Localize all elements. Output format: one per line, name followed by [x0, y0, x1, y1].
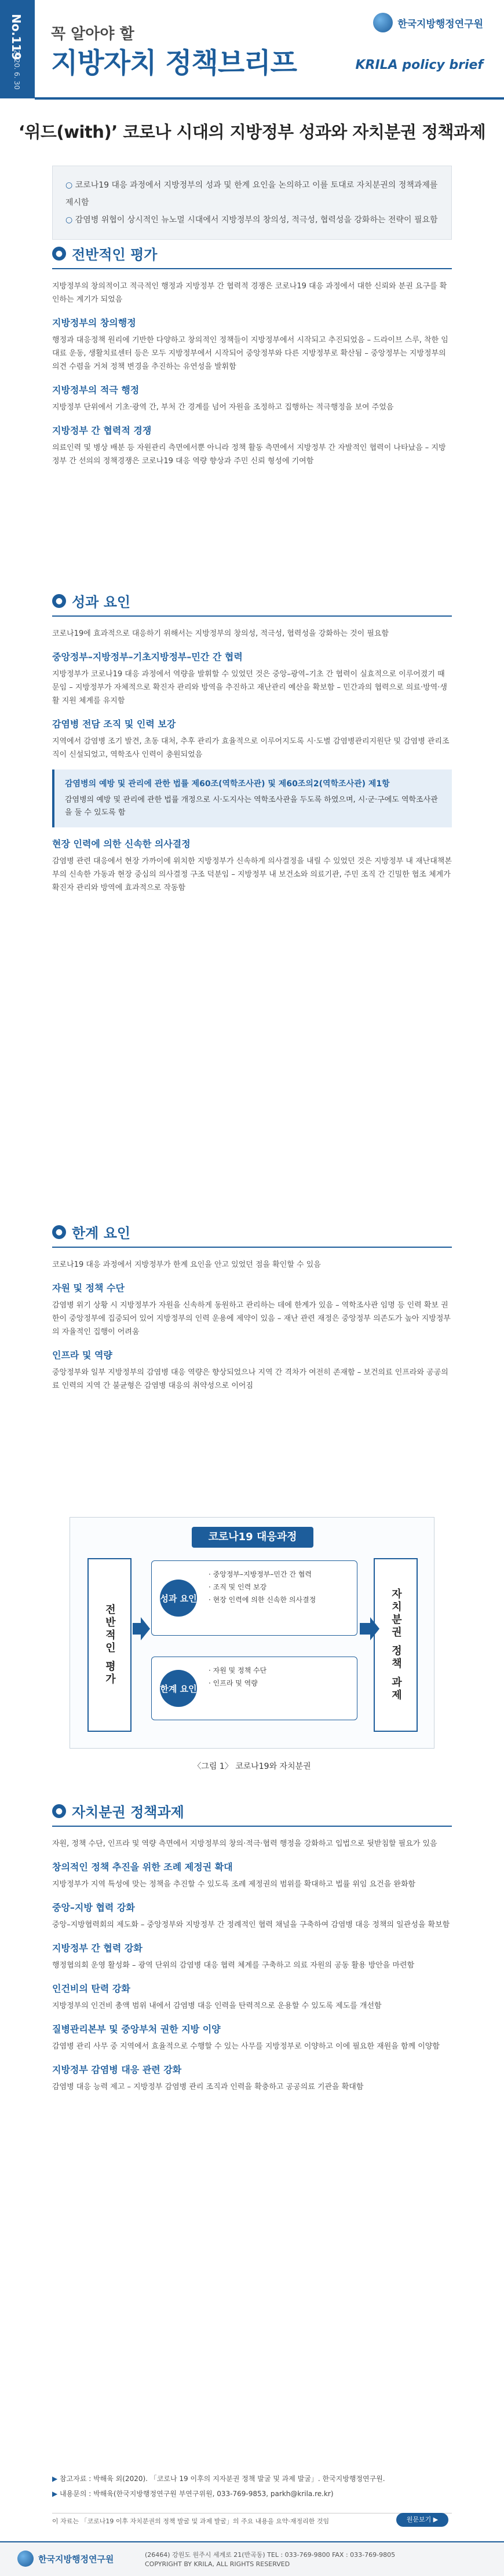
bullet-icon: ●	[52, 1804, 66, 1818]
figure-limits-card	[151, 1657, 357, 1720]
org-logo-icon	[17, 2551, 34, 2567]
reference-line: ▶ 참고자료 : 박해육 외(2020). 「코로나 19 이후의 지자분권 정책 발굴 및 과제 발굴」. 한국지방행정연구원.	[52, 2471, 452, 2486]
document-title: ‘위드(with)’ 코로나 시대의 지방정부 성과와 자치분권 정책과제	[18, 122, 486, 142]
block-heading: 감염병 전담 조직 및 인력 보강	[52, 719, 176, 730]
block-text: 지역에서 감염병 조기 발견, 초동 대처, 추후 관리가 효율적으로 이루어지도록 시·도별 감염병관리지원단 및 감염병 관리조직이 신설되었고, 역학조사 인력이 충원되었음	[52, 737, 450, 759]
block-heading: 질병관리본부 및 중앙부처 권한 지방 이양	[52, 2024, 221, 2035]
law-highlight-box	[52, 769, 452, 827]
figure-limits-label: 한계 요인	[160, 1670, 197, 1707]
section-intro: 자원, 정책 수단, 인프라 및 역량 측면에서 지방정부의 창의·적극·협력 행정을 강화하고 입법으로 뒷받침할 필요가 있음	[52, 1840, 437, 1848]
section-title: 한계 요인	[72, 1225, 131, 1241]
page-header	[0, 0, 504, 98]
block-heading: 지방정부의 적극 행정	[52, 384, 140, 395]
footer-address: (26464) 강원도 원주시 세계로 21(반곡동) TEL : 033-769-9800 FAX : 033-769-9805	[145, 2551, 396, 2559]
block-heading: 인건비의 탄력 강화	[52, 1983, 130, 1994]
brief-title: 지방자치 정책브리프	[51, 47, 297, 79]
section-policy	[52, 1801, 452, 2098]
law-highlight-title: 감염병의 예방 및 관리에 관한 법률 제60조(역학조사관) 및 제60조의2(역학조사관) 제1항	[65, 779, 390, 789]
org-logo[interactable]	[373, 13, 483, 32]
section-overall	[52, 243, 452, 472]
block-heading: 지방정부 간 협력 강화	[52, 1943, 143, 1954]
figure-success-item: · 중앙정부–지방정부–민간 간 협력	[209, 1568, 316, 1581]
section-title: 전반적인 평가	[72, 247, 158, 263]
figure-success-card	[151, 1560, 357, 1636]
org-logo-icon	[373, 13, 393, 32]
figure-diagram	[70, 1517, 434, 1749]
block-heading: 인프라 및 역량	[52, 1350, 112, 1361]
bullet-icon: ●	[52, 594, 66, 608]
arrow-right-icon	[360, 1617, 379, 1640]
sources-box	[52, 2471, 452, 2501]
figure-limits-item: · 자원 및 정책 수단	[209, 1664, 266, 1677]
block-text: 의료인력 및 병상 배분 등 자원관리 측면에서뿐 아니라 정책 활동 측면에서 지방정부 간 자발적인 협력이 나타났음 – 지방정부 간 선의의 정책경쟁은 코로나19 대응 역량 향상과 주민 신뢰 형성에 기여함	[52, 444, 446, 466]
figure-success-label: 성과 요인	[160, 1580, 197, 1617]
summary-box	[52, 166, 452, 240]
bullet-icon: ●	[52, 247, 66, 261]
footnote: 이 자료는 「코로나19 이후 자치분권의 정책 발굴 및 과제 발굴」의 주요 내용을 요약·재정리한 것임	[52, 2513, 452, 2529]
section-intro: 코로나19에 효과적으로 대응하기 위해서는 지방정부의 창의성, 적극성, 협력성을 강화하는 것이 필요함	[52, 629, 389, 638]
section-header	[52, 1801, 452, 1827]
footer-copyright: COPYRIGHT BY KRILA, ALL RIGHTS RESERVED	[145, 2560, 290, 2568]
footer-address-block	[145, 2551, 395, 2569]
issue-bar	[0, 0, 35, 98]
issue-date: 2020. 6. 30	[13, 50, 21, 90]
section-success	[52, 591, 452, 899]
figure-caption: 〈그림 1〉 코로나19와 자치분권	[193, 1762, 311, 1771]
section-title: 성과 요인	[72, 594, 131, 610]
block-text: 지방정부가 코로나19 대응 과정에서 역량을 발휘할 수 있었던 것은 중앙–광역–기초 간 협력이 실효적으로 이루어졌기 때문임 – 지방정부가 자체적으로 확진자 관리와 방역을 추진하고 재난관리 예산을 확보함 – 민간과의 협력으로 의료·방역·생활 지원 체계를 유지함	[52, 670, 447, 705]
view-original-button[interactable]: 원문보기 ▶	[396, 2513, 448, 2527]
figure-success-item: · 현장 인력에 의한 신속한 의사결정	[209, 1593, 316, 1606]
block-heading: 중앙정부–지방정부–기초지방정부–민간 간 협력	[52, 651, 243, 662]
page-footer	[0, 2541, 504, 2576]
issue-number: No.119	[9, 14, 23, 60]
bullet-icon: ●	[52, 1225, 66, 1239]
block-heading: 자원 및 정책 수단	[52, 1282, 125, 1294]
contact-line: ▶ 내용문의 : 박해육(한국지방행정연구원 부연구위원, 033-769-9853, parkh@krila.re.kr)	[52, 2486, 452, 2501]
section-intro: 지방정부의 창의적이고 적극적인 행정과 지방정부 간 협력적 경쟁은 코로나19 대응 과정에서 대한 신뢰와 분권 요구를 확인하는 계기가 되었음	[52, 282, 447, 304]
block-text: 감염병 관리 사무 중 지역에서 효율적으로 수행할 수 있는 사무를 지방정부로 이양하고 이에 필요한 재원을 함께 이양함	[52, 2042, 440, 2051]
figure-right-box	[374, 1558, 418, 1732]
org-name: 한국지방행정연구원	[397, 18, 483, 30]
figure-limits-item: · 인프라 및 역량	[209, 1677, 266, 1690]
section-header	[52, 1222, 452, 1248]
brand-label: KRILA policy brief	[355, 58, 483, 72]
section-intro: 코로나19 대응 과정에서 지방정부가 한계 요인을 안고 있었던 점을 확인할 수 있음	[52, 1260, 321, 1269]
section-limits	[52, 1222, 452, 1397]
block-text: 지방정부가 지역 특성에 맞는 정책을 추진할 수 있도록 조례 제정권의 범위를 확대하고 법률 위임 요건을 완화함	[52, 1880, 416, 1889]
block-text: 감염병 관련 대응에서 현장 가까이에 위치한 지방정부가 신속하게 의사결정을 내릴 수 있었던 것은 지방정부 내 재난대책본부의 신속한 가동과 현장 중심의 의사결정 구조 덕분임 – 지방정부 내 보건소와 의료기관, 주민 조직 간 긴밀한 협조 체계가 확진자 관리와 방역에 효과적으로 작동함	[52, 857, 452, 892]
section-header	[52, 243, 452, 269]
summary-item: ○ 감염병 위협이 상시적인 뉴노멀 시대에서 지방정부의 창의성, 적극성, 협력성을 강화하는 전략이 필요함	[65, 211, 439, 229]
block-heading: 현장 인력에 의한 신속한 의사결정	[52, 838, 191, 849]
footer-org-name: 한국지방행정연구원	[38, 2553, 114, 2564]
block-heading: 지방정부의 창의행정	[52, 317, 136, 328]
summary-item: ○ 코로나19 대응 과정에서 지방정부의 성과 및 한계 요인을 논의하고 이를 토대로 자치분권의 정책과제를 제시함	[65, 177, 439, 211]
block-text: 감염병 대응 능력 제고 – 지방정부 감염병 관리 조직과 인력을 확충하고 공공의료 기관을 확대함	[52, 2083, 364, 2091]
block-text: 중앙정부와 일부 지방정부의 감염병 대응 역량은 향상되었으나 지역 간 격차가 여전히 존재함 – 보건의료 인프라와 공공의료 인력의 지역 간 불균형은 감염병 대응의 취약성으로 이어짐	[52, 1368, 448, 1390]
figure-left-box	[87, 1558, 132, 1732]
block-heading: 지방정부 감염병 대응 관련 강화	[52, 2064, 182, 2075]
law-highlight-text: 감염병의 예방 및 관리에 관한 법률 개정으로 시·도지사는 역학조사관을 두도록 하였으며, 시·군·구에도 역학조사관을 둘 수 있도록 함	[65, 796, 438, 817]
figure-left-label: 전반적인 평가	[104, 1603, 116, 1687]
footer-logo[interactable]	[17, 2551, 114, 2567]
figure-top-label: 코로나19 대응과정	[192, 1527, 313, 1548]
section-title: 자치분권 정책과제	[72, 1804, 184, 1820]
block-text: 지방정부의 인건비 총액 범위 내에서 감염병 대응 인력을 탄력적으로 운용할 수 있도록 제도를 개선함	[52, 2002, 382, 2010]
block-text: 지방정부 단위에서 기초·광역 간, 부처 간 경계를 넘어 자원을 조정하고 집행하는 적극행정을 보여 주었음	[52, 403, 394, 412]
block-heading: 창의적인 정책 추진을 위한 조례 제정권 확대	[52, 1862, 233, 1873]
block-text: 행정과 대응정책 원리에 기반한 다양하고 창의적인 정책들이 지방정부에서 시작되고 추진되었음 – 드라이브 스루, 착한 임대료 운동, 생활치료센터 등은 모두 지방정부에서 시작되어 중앙정부와 다른 지방정부로 확산됨 – 중앙정부는 지방정부의 의견 수렴을 거쳐 정책 변경을 추진하는 유연성을 발휘함	[52, 336, 448, 371]
arrow-right-icon	[133, 1617, 150, 1640]
section-header	[52, 591, 452, 617]
block-text: 중앙–지방협력회의 제도화 – 중앙정부와 지방정부 간 정례적인 협력 채널을 구축하여 감염병 대응 정책의 일관성을 확보함	[52, 1921, 450, 1929]
header-divider	[35, 97, 504, 100]
block-text: 행정협의회 운영 활성화 – 광역 단위의 감염병 대응 협력 체계를 구축하고 의료 자원의 공동 활용 방안을 마련함	[52, 1961, 415, 1970]
brief-subtitle: 꼭 알아야 할	[51, 25, 134, 43]
figure-success-item: · 조직 및 인력 보강	[209, 1581, 316, 1593]
block-text: 감염병 위기 상황 시 지방정부가 자원을 신속하게 동원하고 관리하는 데에 한계가 있음 – 역학조사관 임명 등 인력 확보 권한이 중앙정부에 집중되어 있어 지방정부의 인력 운용에 제약이 있음 – 재난 관련 재정은 중앙정부 의존도가 높아 지방정부의 자율적인 집행이 어려움	[52, 1301, 451, 1336]
block-heading: 중앙–지방 협력 강화	[52, 1902, 135, 1913]
figure-right-label: 자치분권 정책 과제	[390, 1588, 402, 1702]
block-heading: 지방정부 간 협력적 경쟁	[52, 425, 152, 436]
